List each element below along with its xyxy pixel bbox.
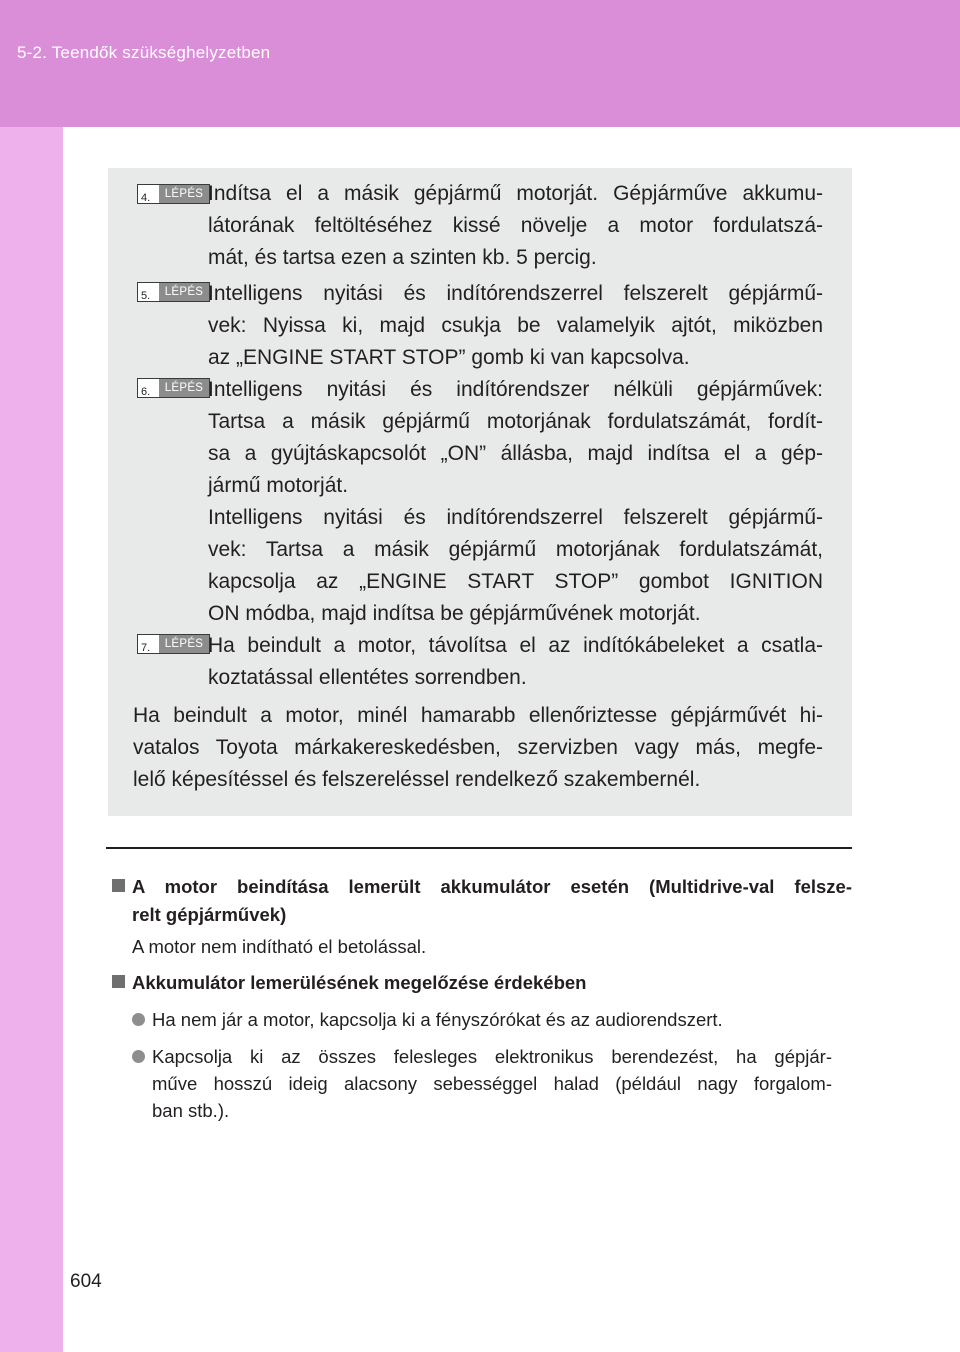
section-divider [106,847,852,849]
chapter-header [0,0,960,127]
text-line: vatalos Toyota márkakereskedésben, szervizben vagy más, megfe- [133,736,823,759]
list-item-text [152,1043,832,1124]
text-line: műve hosszú ideig alacsony sebességgel halad (például nagy forgalom- [152,1073,832,1094]
circle-bullet-icon [132,1013,145,1026]
text-line: mát, és tartsa ezen a szinten kb. 5 percig. [208,246,597,269]
text-line: Intelligens nyitási és indítórendszerrel felszerelt gépjármű- [208,282,823,305]
note-heading-text [132,969,852,997]
steps-box [108,168,852,816]
text-line: ON módba, majd indítsa be gépjárművének motorját. [208,602,701,625]
text-line: kapcsolja az „ENGINE START STOP” gombot IGNITION [208,570,823,593]
text-line: A motor beindítása lemerült akkumulátor esetén (Multidrive-val felsze- [132,876,852,897]
page-number: 604 [70,1271,102,1292]
circle-bullet-icon [132,1050,145,1063]
text-line: relt gépjárművek) [132,904,287,925]
step-label: LÉPÉS [159,283,209,301]
step-number: 7. [141,642,151,654]
text-line: lelő képesítéssel és felszereléssel rendelkező szakembernél. [133,768,701,791]
step-number: 5. [141,290,151,302]
text-line: Ha beindult a motor, távolítsa el az indítókábeleket a csatla- [208,634,823,657]
step-label: LÉPÉS [159,635,209,653]
text-line: látorának feltöltéséhez kissé növelje a motor fordulatszá- [208,214,823,237]
text-line: jármű motorját. [208,474,349,497]
text-line: Tartsa a másik gépjármű motorjának fordulatszámát, fordít- [208,410,823,433]
text-line: az „ENGINE START STOP” gomb ki van kapcsolva. [208,346,690,369]
step-number: 4. [141,192,151,204]
step-label: LÉPÉS [159,379,209,397]
text-line: vek: Nyissa ki, majd csukja be valamelyik ajtót, miközben [208,314,823,337]
text-line: koztatással ellentétes sorrendben. [208,666,527,689]
step-badge [137,634,210,654]
step-badge [137,378,210,398]
note-heading-text [132,873,852,929]
text-line: Indítsa el a másik gépjármű motorját. Gépjárműve akkumu- [208,182,823,205]
text-line: ban stb.). [152,1100,230,1121]
side-strip [0,127,63,1352]
text-line: Ha beindult a motor, minél hamarabb ellenőriztesse gépjárművét hi- [133,704,823,727]
step-text [208,630,823,694]
chapter-title: 5-2. Teendők szükséghelyzetben [17,43,271,62]
step-text [208,374,823,630]
text-line: Intelligens nyitási és indítórendszer nélküli gépjárművek: [208,378,823,401]
text-line: vek: Tartsa a másik gépjármű motorjának fordulatszámát, [208,538,823,561]
text-line: Akkumulátor lemerülésének megelőzése érdekében [132,972,587,993]
square-bullet-icon [112,975,125,988]
step-label: LÉPÉS [159,185,209,203]
step-badge [137,282,210,302]
note-body: A motor nem indítható el betolással. [132,936,427,957]
step-text [208,278,823,374]
list-item-text [152,1006,832,1033]
text-line: Kapcsolja ki az összes felesleges elektronikus berendezést, ha gépjár- [152,1046,832,1067]
square-bullet-icon [112,879,125,892]
step-badge [137,184,210,204]
text-line: sa a gyújtáskapcsolót „ON” állásba, majd indítsa el a gép- [208,442,823,465]
text-line: Ha nem jár a motor, kapcsolja ki a fényszórókat és az audiorendszert. [152,1009,723,1030]
closing-paragraph [133,700,823,796]
step-number: 6. [141,386,151,398]
text-line: Intelligens nyitási és indítórendszerrel felszerelt gépjármű- [208,506,823,529]
step-text [208,178,823,274]
